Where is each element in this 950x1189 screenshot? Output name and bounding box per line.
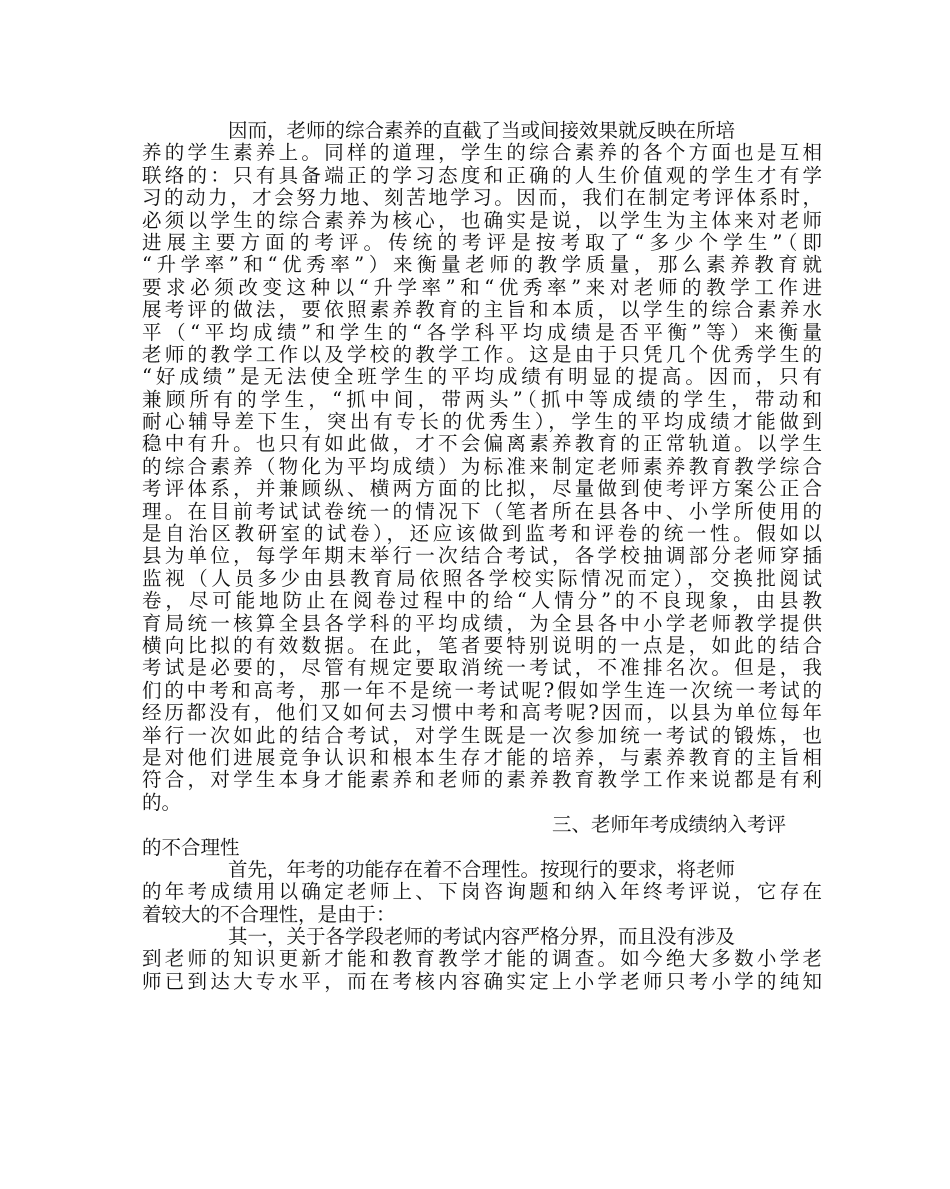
- text-line: 老师的教学工作以及学校的教学工作。这是由于只凭几个优秀学生的: [142, 343, 822, 366]
- text-line: 师已到达大专水平，而在考核内容确实定上小学老师只考小学的纯知: [142, 970, 822, 993]
- text-line: 到老师的知识更新才能和教育教学才能的调查。如今绝大多数小学老: [142, 948, 822, 971]
- text-line: 要求必须改变这种以“升学率”和“优秀率”来对老师的教学工作进: [142, 276, 822, 299]
- body-text: [142, 120, 822, 993]
- text-line: 考评体系，并兼顾纵、横两方面的比拟，尽量做到使考评方案公正合: [142, 478, 822, 501]
- text-line: 因而，老师的综合素养的直截了当或间接效果就反映在所培: [228, 119, 736, 142]
- text-line: 卷，尽可能地防止在阅卷过程中的给“人情分”的不良现象，由县教: [142, 590, 822, 613]
- text-line: 们的中考和高考，那一年不是统一考试呢?假如学生连一次统一考试的: [142, 679, 822, 702]
- paragraph: [142, 120, 822, 814]
- text-line: 稳中有升。也只有如此做，才不会偏离素养教育的正常轨道。以学生: [142, 433, 822, 456]
- text-line: 首先，年考的功能存在着不合理性。按现行的要求，将老师: [228, 857, 736, 881]
- text-line: “升学率”和“优秀率”）来衡量老师的教学质量，那么素养教育就: [142, 254, 822, 277]
- text-line: 养的学生素养上。同样的道理，学生的综合素养的各个方面也是互相: [142, 142, 822, 165]
- text-line: 横向比拟的有效数据。在此，笔者要特别说明的一点是，如此的结合: [142, 634, 822, 657]
- paragraph: [142, 859, 822, 926]
- text-line: 是对他们进展竞争认识和根本生存才能的培养，与素养教育的主旨相: [142, 746, 822, 769]
- text-line: 符合，对学生本身才能素养和老师的素养教育教学工作来说都是有利: [142, 769, 822, 792]
- heading-line: 的不合理性: [142, 835, 240, 859]
- text-line: 兼顾所有的学生，“抓中间，带两头”（抓中等成绩的学生，带动和: [142, 388, 822, 411]
- text-line: 举行一次如此的结合考试，对学生既是一次参加统一考试的锻炼，也: [142, 724, 822, 747]
- text-line: 的年考成绩用以确定老师上、下岗咨询题和纳入年终考评说，它存在: [142, 881, 822, 904]
- text-line: 耐心辅导差下生，突出有专长的优秀生），学生的平均成绩才能做到: [142, 411, 822, 434]
- text-line: 必须以学生的综合素养为核心，也确实是说，以学生为主体来对老师: [142, 209, 822, 232]
- text-line: 进展主要方面的考评。传统的考评是按考取了“多少个学生”（即: [142, 231, 822, 254]
- text-line: 考试是必要的，尽管有规定要取消统一考试，不准排名次。但是，我: [142, 657, 822, 680]
- text-line: 的综合素养（物化为平均成绩）为标准来制定老师素养教育教学综合: [142, 455, 822, 478]
- text-line: “好成绩”是无法使全班学生的平均成绩有明显的提高。因而，只有: [142, 366, 822, 389]
- text-line: 其一，关于各学段老师的考试内容严格分界，而且没有涉及: [228, 925, 736, 949]
- text-line: 展考评的做法，要依照素养教育的主旨和本质，以学生的综合素养水: [142, 299, 822, 322]
- text-line: 监视（人员多少由县教育局依照各学校实际情况而定），交换批阅试: [142, 567, 822, 590]
- text-line: 着较大的不合理性，是由于：: [142, 902, 396, 926]
- text-line: 经历都没有，他们又如何去习惯中考和高考呢?因而，以县为单位每年: [142, 702, 822, 725]
- text-line: 的。: [142, 790, 182, 814]
- text-line: 平（“平均成绩”和学生的“各学科平均成绩是否平衡”等）来衡量: [142, 321, 822, 344]
- text-line: 县为单位，每学年期末举行一次结合考试，各学校抽调部分老师穿插: [142, 545, 822, 568]
- text-line: 理。在目前考试试卷统一的情况下（笔者所在县各中、小学所使用的: [142, 500, 822, 523]
- text-line: 育局统一核算全县各学科的平均成绩，为全县各中小学老师教学提供: [142, 612, 822, 635]
- paragraph: [142, 926, 822, 993]
- text-line: 是自治区教研室的试卷），还应该做到监考和评卷的统一性。假如以: [142, 523, 822, 546]
- text-line: 习的动力，才会努力地、刻苦地学习。因而，我们在制定考评体系时，: [142, 187, 822, 210]
- heading-line: 三、老师年考成绩纳入考评: [552, 813, 787, 837]
- text-line: 联络的：只有具备端正的学习态度和正确的人生价值观的学生才有学: [142, 164, 822, 187]
- section-heading: [142, 814, 822, 859]
